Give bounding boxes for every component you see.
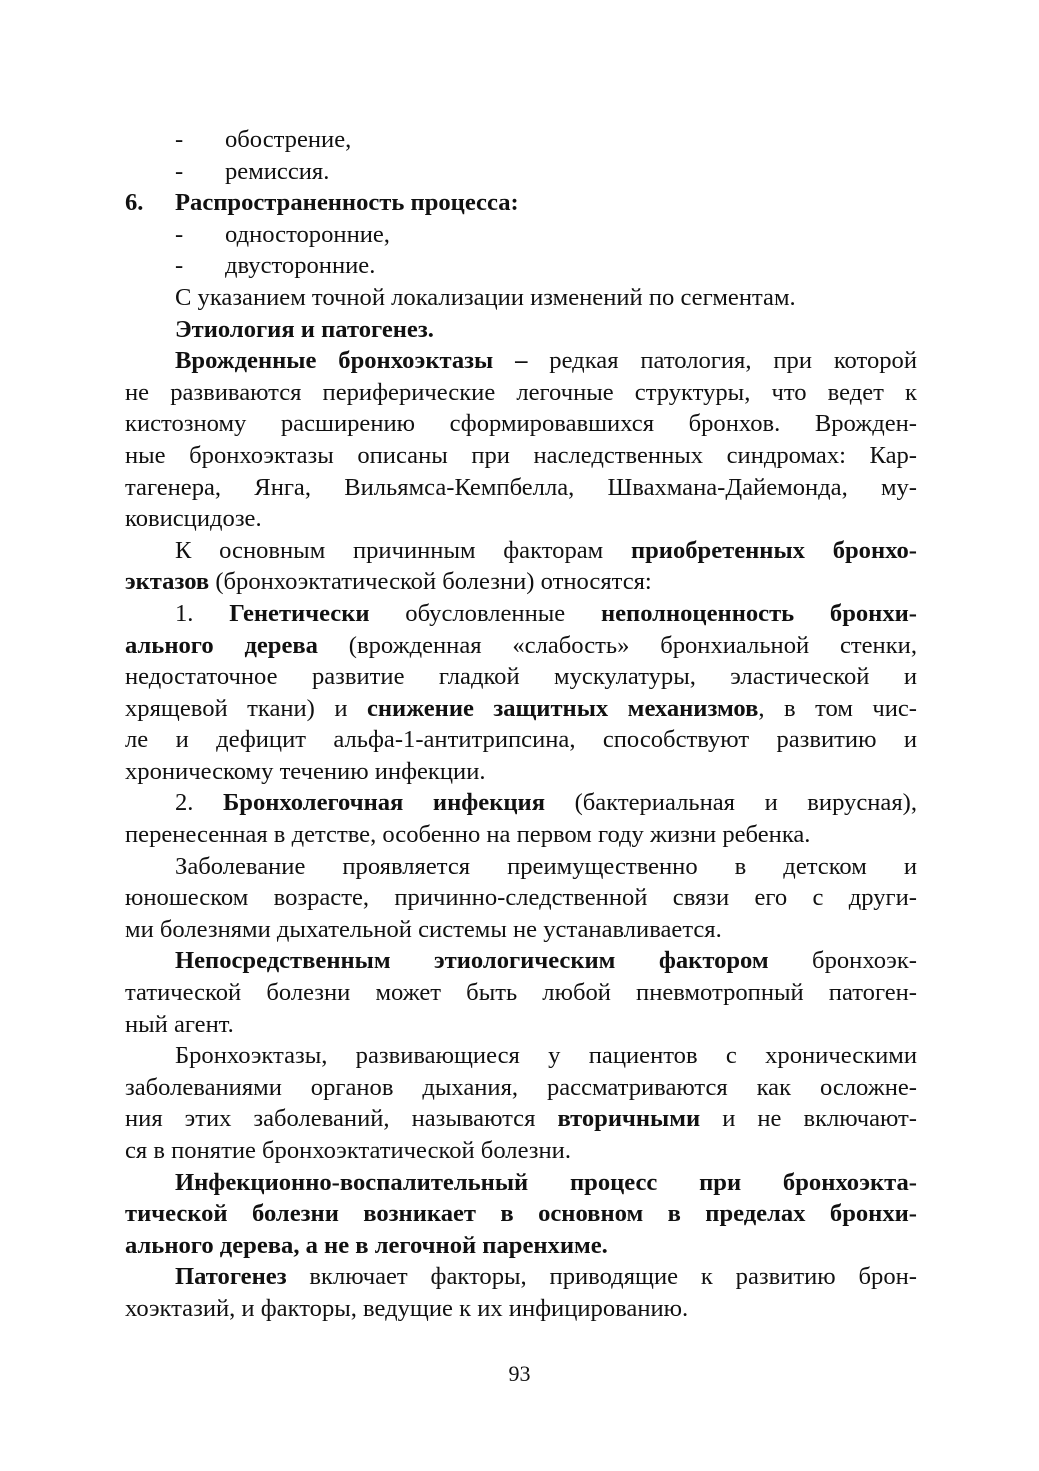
- text-line: [125, 1261, 917, 1293]
- paragraph-inflammation: [125, 1167, 917, 1262]
- text-line: тагенера, Янга, Вильямса-Кемпбелла, Швахмана-Дайемонда, му-: [125, 473, 917, 501]
- paragraph-infection: [125, 787, 917, 850]
- list-dash: -: [175, 157, 184, 185]
- bold-term: неполноценность бронхи-: [600, 599, 917, 627]
- list-item-text: односторонние,: [225, 220, 390, 248]
- text-line: кистозному расширению сформировавшихся бронхов. Врожден-: [125, 410, 917, 438]
- text-line: тической болезни возникает в основном в пределах бронхи-: [125, 1200, 917, 1228]
- section-title: Распространенность процесса:: [175, 189, 519, 217]
- text-line: [125, 598, 917, 630]
- text-line: татической болезни может быть любой пневмотропный патоген-: [125, 979, 917, 1007]
- text-line: [125, 345, 917, 377]
- text-line: Заболевание проявляется преимущественно в детском и: [175, 852, 917, 880]
- text-line: хоэктазий, и факторы, ведущие к их инфицированию.: [125, 1294, 689, 1322]
- list-dash: -: [175, 220, 184, 248]
- bold-term: Генетически: [229, 599, 370, 627]
- text-line: [125, 693, 917, 725]
- paragraph-pathogenesis: [125, 1261, 917, 1324]
- etiology-heading-text: Этиология и патогенез.: [175, 315, 434, 343]
- text-line: [125, 1103, 917, 1135]
- list-item-text: ремиссия.: [225, 157, 330, 185]
- bold-term: снижение защитных механизмов: [366, 694, 759, 722]
- paragraph-congenital: [125, 345, 917, 535]
- text-line: ся в понятие бронхоэктатической болезни.: [125, 1137, 571, 1164]
- list-item: [125, 156, 917, 188]
- bold-term: эктазов: [125, 568, 210, 596]
- text-span: редкая патология, при которой: [527, 347, 917, 375]
- text-span: (врожденная «слабость» бронхиальной стенки,: [317, 631, 917, 659]
- list-item: [125, 250, 917, 282]
- text-line: хроническому течению инфекции.: [125, 757, 486, 785]
- text-line: ные бронхоэктазы описаны при наследственных синдромах: Кар-: [125, 441, 917, 469]
- text-line: Бронхоэктазы, развивающиеся у пациентов с хроническими: [175, 1042, 917, 1070]
- localization-note: С указанием точной локализации изменений по сегментам.: [175, 283, 796, 311]
- bold-term: Бронхолегочная инфекция: [223, 789, 546, 817]
- list-item-text: двусторонние.: [225, 252, 376, 280]
- item-number: 2.: [175, 789, 224, 817]
- text-line: ми болезнями дыхательной системы не устанавливается.: [125, 915, 722, 943]
- text-span: (бронхоэктатической болезни) относятся:: [209, 568, 652, 596]
- bold-term: ального дерева: [125, 631, 318, 659]
- paragraph-acquired: [125, 535, 917, 598]
- text-span: хрящевой ткани) и: [125, 694, 367, 722]
- paragraph-onset: [125, 851, 917, 946]
- text-span: и не включают-: [700, 1105, 917, 1133]
- text-line: ального дерева, а не в легочной паренхиме.: [125, 1231, 608, 1259]
- text-line: не развиваются периферические легочные структуры, что ведет к: [125, 378, 917, 406]
- text-span: обусловленные: [369, 599, 601, 627]
- text-line: Инфекционно-воспалительный процесс при бронхоэкта-: [175, 1168, 917, 1196]
- list-item: [125, 219, 917, 251]
- bold-term: Патогенез: [175, 1263, 287, 1291]
- text-span: включает факторы, приводящие к развитию брон-: [286, 1263, 917, 1291]
- bold-term: вторичными: [557, 1105, 701, 1133]
- text-line: заболеваниями органов дыхания, рассматриваются как осложне-: [125, 1073, 917, 1101]
- list-item: [125, 124, 917, 156]
- text-span: , в том чис-: [758, 694, 917, 722]
- item-number: 1.: [175, 599, 230, 627]
- bold-term: Непосредственным этиологическим фактором: [175, 947, 769, 975]
- text-line: юношеском возрасте, причинно-следственной связи его с други-: [125, 884, 917, 912]
- text-line: [125, 787, 917, 819]
- list-dash: -: [175, 126, 184, 153]
- text-line: [125, 566, 917, 598]
- text-line: перенесенная в детстве, особенно на первом году жизни ребенка.: [125, 821, 811, 849]
- page-number: 93: [508, 1361, 531, 1386]
- section-heading: [125, 187, 917, 219]
- text-line: ковисцидозе.: [125, 505, 262, 533]
- text-span: К основным причинным факторам: [175, 536, 631, 564]
- paragraph-direct-factor: [125, 945, 917, 1040]
- text-line: ный агент.: [125, 1010, 234, 1038]
- text-span: бронхоэк-: [768, 947, 917, 975]
- text-line: недостаточное развитие гладкой мускулатуры, эластической и: [125, 663, 917, 691]
- text-line: [125, 630, 917, 662]
- text-line: ле и дефицит альфа-1-антитрипсина, способствуют развитию и: [125, 726, 917, 754]
- list-item-text: обострение,: [225, 126, 352, 153]
- etiology-heading: [125, 314, 917, 346]
- text-line: [125, 945, 917, 977]
- page-body: [125, 124, 917, 1325]
- bold-term: приобретенных бронхо-: [630, 536, 917, 564]
- text-line: [125, 535, 917, 567]
- bold-term: Врожденные бронхоэктазы –: [175, 347, 528, 375]
- section-number: 6.: [125, 189, 144, 217]
- paragraph-genetic: [125, 598, 917, 788]
- list-dash: -: [175, 252, 184, 280]
- text-span: (бактериальная и вирусная),: [545, 789, 917, 817]
- paragraph-secondary: [125, 1040, 917, 1166]
- text-span: ния этих заболеваний, называются: [125, 1105, 558, 1133]
